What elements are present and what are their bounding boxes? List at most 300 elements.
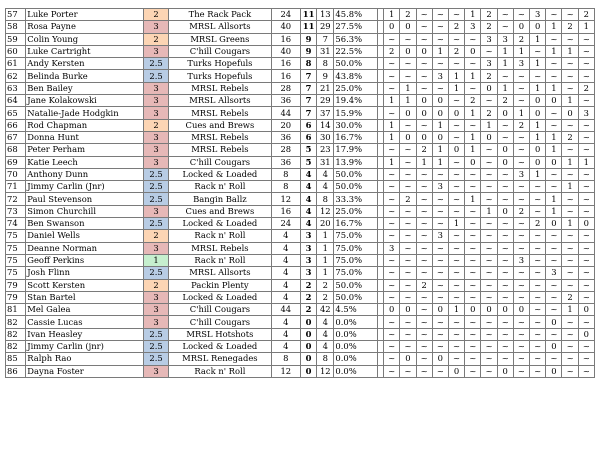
round-result-cell: ~ <box>497 131 513 143</box>
losses-cell: 1 <box>317 242 334 254</box>
round-result-cell: ~ <box>448 242 464 254</box>
round-result-cell: 0 <box>513 304 529 316</box>
round-result-cell: 0 <box>546 341 562 353</box>
round-result-cell: ~ <box>562 254 578 266</box>
division-cell: 3 <box>143 95 168 107</box>
round-result-cell: ~ <box>578 267 594 279</box>
round-result-cell: ~ <box>448 9 464 21</box>
round-result-cell: ~ <box>432 9 448 21</box>
wins-cell: 8 <box>300 58 316 70</box>
round-result-cell: 0 <box>497 107 513 119</box>
losses-cell: 42 <box>317 304 334 316</box>
player-name-cell: Mel Galea <box>26 304 144 316</box>
round-result-cell: ~ <box>432 341 448 353</box>
team-cell: C'hill Cougars <box>169 304 271 316</box>
wins-cell: 4 <box>300 205 316 217</box>
played-cell: 44 <box>271 107 300 119</box>
wins-cell: 4 <box>300 168 316 180</box>
win-percent-cell: 0.0% <box>334 316 378 328</box>
rank-cell: 85 <box>6 353 26 365</box>
round-result-cell: 1 <box>465 193 481 205</box>
round-result-cell: 2 <box>481 70 497 82</box>
round-result-cell: ~ <box>384 267 400 279</box>
division-cell: 3 <box>143 107 168 119</box>
rank-cell: 75 <box>6 242 26 254</box>
round-result-cell: ~ <box>578 95 594 107</box>
round-result-cell: 1 <box>562 304 578 316</box>
round-result-cell: ~ <box>513 341 529 353</box>
player-name-cell: Peter Perham <box>26 144 144 156</box>
round-result-cell: 2 <box>562 21 578 33</box>
round-result-cell: ~ <box>448 316 464 328</box>
player-name-cell: Paul Stevenson <box>26 193 144 205</box>
table-row <box>6 21 595 33</box>
team-cell: Turks Hopefuls <box>169 70 271 82</box>
round-result-cell: ~ <box>384 316 400 328</box>
rank-cell: 79 <box>6 291 26 303</box>
round-result-cell: 0 <box>481 304 497 316</box>
losses-cell: 20 <box>317 218 334 230</box>
table-row <box>6 353 595 365</box>
round-result-cell: 0 <box>465 304 481 316</box>
win-percent-cell: 33.3% <box>334 193 378 205</box>
round-result-cell: ~ <box>513 70 529 82</box>
round-result-cell: ~ <box>497 328 513 340</box>
round-result-cell: 1 <box>481 119 497 131</box>
win-percent-cell: 15.9% <box>334 107 378 119</box>
win-percent-cell: 43.8% <box>334 70 378 82</box>
round-result-cell: ~ <box>513 316 529 328</box>
round-result-cell: ~ <box>513 365 529 377</box>
round-result-cell: ~ <box>578 144 594 156</box>
team-cell: Cues and Brews <box>169 205 271 217</box>
round-result-cell: ~ <box>448 254 464 266</box>
round-result-cell: ~ <box>481 156 497 168</box>
round-result-cell: ~ <box>578 181 594 193</box>
team-cell: Locked & Loaded <box>169 218 271 230</box>
round-result-cell: ~ <box>530 279 546 291</box>
round-result-cell: 1 <box>432 156 448 168</box>
round-result-cell: 3 <box>497 33 513 45</box>
round-result-cell: ~ <box>400 33 416 45</box>
round-result-cell: ~ <box>400 144 416 156</box>
round-result-cell: ~ <box>384 279 400 291</box>
round-result-cell: ~ <box>384 168 400 180</box>
table-row <box>6 254 595 266</box>
division-cell: 3 <box>143 21 168 33</box>
round-result-cell: 0 <box>546 95 562 107</box>
round-result-cell: ~ <box>562 168 578 180</box>
wins-cell: 7 <box>300 95 316 107</box>
round-result-cell: ~ <box>578 242 594 254</box>
player-name-cell: Ben Swanson <box>26 218 144 230</box>
round-result-cell: ~ <box>384 365 400 377</box>
round-result-cell: ~ <box>513 242 529 254</box>
round-result-cell: ~ <box>578 45 594 57</box>
round-result-cell: 1 <box>448 304 464 316</box>
table-row <box>6 131 595 143</box>
round-result-cell: ~ <box>530 205 546 217</box>
round-result-cell: ~ <box>432 205 448 217</box>
round-result-cell: ~ <box>384 181 400 193</box>
round-result-cell: 0 <box>497 205 513 217</box>
round-result-cell: ~ <box>400 70 416 82</box>
team-cell: MRSL Allsorts <box>169 21 271 33</box>
player-name-cell: Ben Bailey <box>26 82 144 94</box>
rank-cell: 67 <box>6 131 26 143</box>
player-name-cell: Geoff Perkins <box>26 254 144 266</box>
round-result-cell: ~ <box>448 33 464 45</box>
win-percent-cell: 50.0% <box>334 291 378 303</box>
round-result-cell: ~ <box>546 291 562 303</box>
table-row <box>6 168 595 180</box>
round-result-cell: 0 <box>546 156 562 168</box>
win-percent-cell: 50.0% <box>334 181 378 193</box>
round-result-cell: ~ <box>448 181 464 193</box>
round-result-cell: ~ <box>546 353 562 365</box>
round-result-cell: ~ <box>497 242 513 254</box>
round-result-cell: 0 <box>400 45 416 57</box>
round-result-cell: 1 <box>546 82 562 94</box>
round-result-cell: ~ <box>465 119 481 131</box>
round-result-cell: ~ <box>416 328 432 340</box>
player-name-cell: Jane Kolakowski <box>26 95 144 107</box>
played-cell: 36 <box>271 156 300 168</box>
round-result-cell: ~ <box>481 193 497 205</box>
round-result-cell: ~ <box>562 365 578 377</box>
wins-cell: 5 <box>300 156 316 168</box>
round-result-cell: ~ <box>465 316 481 328</box>
round-result-cell: 1 <box>546 193 562 205</box>
played-cell: 16 <box>271 58 300 70</box>
team-cell: MRSL Allsorts <box>169 267 271 279</box>
round-result-cell: 2 <box>400 193 416 205</box>
losses-cell: 23 <box>317 144 334 156</box>
round-result-cell: ~ <box>416 230 432 242</box>
round-result-cell: ~ <box>416 254 432 266</box>
table-row <box>6 193 595 205</box>
wins-cell: 2 <box>300 304 316 316</box>
round-result-cell: ~ <box>432 316 448 328</box>
round-result-cell: 2 <box>465 95 481 107</box>
round-result-cell: ~ <box>481 181 497 193</box>
round-result-cell: ~ <box>481 218 497 230</box>
player-name-cell: Simon Churchill <box>26 205 144 217</box>
round-result-cell: ~ <box>465 279 481 291</box>
win-percent-cell: 50.0% <box>334 168 378 180</box>
team-cell: Rack n' Roll <box>169 181 271 193</box>
round-result-cell: ~ <box>497 193 513 205</box>
round-result-cell: ~ <box>448 230 464 242</box>
round-result-cell: ~ <box>562 279 578 291</box>
round-result-cell: ~ <box>513 267 529 279</box>
division-cell: 3 <box>143 291 168 303</box>
round-result-cell: ~ <box>432 365 448 377</box>
round-result-cell: 0 <box>546 218 562 230</box>
played-cell: 28 <box>271 144 300 156</box>
wins-cell: 6 <box>300 131 316 143</box>
round-result-cell: ~ <box>530 267 546 279</box>
round-result-cell: ~ <box>578 353 594 365</box>
losses-cell: 21 <box>317 82 334 94</box>
round-result-cell: 0 <box>448 144 464 156</box>
round-result-cell: ~ <box>465 33 481 45</box>
round-result-cell: ~ <box>562 82 578 94</box>
round-result-cell: ~ <box>400 230 416 242</box>
round-result-cell: 1 <box>432 45 448 57</box>
round-result-cell: ~ <box>465 205 481 217</box>
table-row <box>6 328 595 340</box>
round-result-cell: 2 <box>448 21 464 33</box>
round-result-cell: 0 <box>432 353 448 365</box>
win-percent-cell: 45.8% <box>334 9 378 21</box>
round-result-cell: 0 <box>497 144 513 156</box>
round-result-cell: 3 <box>432 230 448 242</box>
player-name-cell: Luke Porter <box>26 9 144 21</box>
played-cell: 24 <box>271 9 300 21</box>
round-result-cell: ~ <box>448 291 464 303</box>
round-result-cell: ~ <box>546 328 562 340</box>
table-row <box>6 365 595 377</box>
win-percent-cell: 19.4% <box>334 95 378 107</box>
division-cell: 3 <box>143 144 168 156</box>
round-result-cell: 1 <box>562 218 578 230</box>
round-result-cell: ~ <box>416 181 432 193</box>
team-cell: Bangin Ballz <box>169 193 271 205</box>
round-result-cell: ~ <box>513 95 529 107</box>
table-row <box>6 107 595 119</box>
table-row <box>6 304 595 316</box>
round-result-cell: ~ <box>530 230 546 242</box>
team-cell: MRSL Rebels <box>169 242 271 254</box>
round-result-cell: 3 <box>513 254 529 266</box>
round-result-cell: 2 <box>578 82 594 94</box>
table-row <box>6 144 595 156</box>
round-result-cell: 1 <box>465 107 481 119</box>
player-name-cell: Donna Hunt <box>26 131 144 143</box>
round-result-cell: ~ <box>513 328 529 340</box>
round-result-cell: 1 <box>400 95 416 107</box>
rank-cell: 70 <box>6 168 26 180</box>
round-result-cell: ~ <box>448 95 464 107</box>
round-result-cell: 1 <box>448 82 464 94</box>
rank-cell: 69 <box>6 156 26 168</box>
round-result-cell: 1 <box>578 21 594 33</box>
round-result-cell: 1 <box>562 181 578 193</box>
played-cell: 4 <box>271 341 300 353</box>
round-result-cell: ~ <box>546 33 562 45</box>
round-result-cell: 1 <box>465 144 481 156</box>
round-result-cell: ~ <box>578 119 594 131</box>
round-result-cell: ~ <box>465 168 481 180</box>
player-name-cell: Jimmy Carlin (Jnr) <box>26 181 144 193</box>
round-result-cell: ~ <box>481 267 497 279</box>
division-cell: 2.5 <box>143 193 168 205</box>
round-result-cell: ~ <box>448 267 464 279</box>
losses-cell: 31 <box>317 156 334 168</box>
round-result-cell: ~ <box>448 328 464 340</box>
round-result-cell: ~ <box>448 156 464 168</box>
rank-cell: 64 <box>6 95 26 107</box>
wins-cell: 0 <box>300 328 316 340</box>
win-percent-cell: 17.9% <box>334 144 378 156</box>
win-percent-cell: 75.0% <box>334 254 378 266</box>
round-result-cell: ~ <box>530 328 546 340</box>
table-row <box>6 242 595 254</box>
round-result-cell: ~ <box>562 119 578 131</box>
table-row <box>6 119 595 131</box>
round-result-cell: ~ <box>497 168 513 180</box>
player-name-cell: Stan Bartel <box>26 291 144 303</box>
round-result-cell: ~ <box>578 205 594 217</box>
wins-cell: 9 <box>300 33 316 45</box>
round-result-cell: ~ <box>432 218 448 230</box>
round-result-cell: 1 <box>546 205 562 217</box>
rank-cell: 59 <box>6 33 26 45</box>
round-result-cell: ~ <box>578 279 594 291</box>
round-result-cell: ~ <box>530 304 546 316</box>
wins-cell: 4 <box>300 181 316 193</box>
table-row <box>6 341 595 353</box>
losses-cell: 4 <box>317 316 334 328</box>
round-result-cell: 1 <box>416 156 432 168</box>
round-result-cell: ~ <box>384 218 400 230</box>
division-cell: 3 <box>143 45 168 57</box>
round-result-cell: ~ <box>546 58 562 70</box>
round-result-cell: ~ <box>400 168 416 180</box>
round-result-cell: 2 <box>448 45 464 57</box>
round-result-cell: 2 <box>513 119 529 131</box>
table-row <box>6 230 595 242</box>
round-result-cell: 1 <box>465 70 481 82</box>
played-cell: 12 <box>271 365 300 377</box>
round-result-cell: ~ <box>416 58 432 70</box>
win-percent-cell: 0.0% <box>334 328 378 340</box>
round-result-cell: 0 <box>530 156 546 168</box>
win-percent-cell: 50.0% <box>334 58 378 70</box>
rank-cell: 86 <box>6 365 26 377</box>
rank-cell: 71 <box>6 181 26 193</box>
division-cell: 1 <box>143 254 168 266</box>
round-result-cell: 1 <box>465 131 481 143</box>
round-result-cell: 0 <box>546 316 562 328</box>
round-result-cell: 2 <box>513 33 529 45</box>
round-result-cell: ~ <box>530 365 546 377</box>
division-cell: 2.5 <box>143 341 168 353</box>
table-row <box>6 156 595 168</box>
round-result-cell: ~ <box>578 291 594 303</box>
round-result-cell: ~ <box>416 82 432 94</box>
round-result-cell: ~ <box>513 9 529 21</box>
round-result-cell: ~ <box>578 365 594 377</box>
round-result-cell: 1 <box>448 70 464 82</box>
played-cell: 4 <box>271 267 300 279</box>
round-result-cell: 0 <box>384 21 400 33</box>
played-cell: 4 <box>271 230 300 242</box>
wins-cell: 4 <box>300 193 316 205</box>
round-result-cell: ~ <box>546 242 562 254</box>
round-result-cell: 0 <box>497 156 513 168</box>
round-result-cell: ~ <box>497 230 513 242</box>
round-result-cell: ~ <box>481 291 497 303</box>
player-name-cell: Ivan Heasley <box>26 328 144 340</box>
team-cell: Rack n' Roll <box>169 365 271 377</box>
table-row <box>6 279 595 291</box>
round-result-cell: ~ <box>465 353 481 365</box>
win-percent-cell: 4.5% <box>334 304 378 316</box>
round-result-cell: ~ <box>384 82 400 94</box>
round-result-cell: 0 <box>530 21 546 33</box>
round-result-cell: ~ <box>448 119 464 131</box>
losses-cell: 8 <box>317 353 334 365</box>
player-name-cell: Jimmy Carlin (jnr) <box>26 341 144 353</box>
win-percent-cell: 25.0% <box>334 82 378 94</box>
round-result-cell: 3 <box>432 70 448 82</box>
losses-cell: 1 <box>317 230 334 242</box>
division-cell: 2.5 <box>143 353 168 365</box>
rank-cell: 57 <box>6 9 26 21</box>
round-result-cell: 0 <box>578 304 594 316</box>
round-result-cell: ~ <box>432 328 448 340</box>
losses-cell: 2 <box>317 291 334 303</box>
round-result-cell: ~ <box>384 193 400 205</box>
round-result-cell: ~ <box>562 33 578 45</box>
round-result-cell: ~ <box>416 365 432 377</box>
round-result-cell: ~ <box>562 70 578 82</box>
win-percent-cell: 0.0% <box>334 365 378 377</box>
round-result-cell: ~ <box>400 205 416 217</box>
round-result-cell: ~ <box>400 119 416 131</box>
round-result-cell: ~ <box>497 181 513 193</box>
round-result-cell: ~ <box>465 181 481 193</box>
round-result-cell: ~ <box>513 291 529 303</box>
played-cell: 4 <box>271 242 300 254</box>
round-result-cell: ~ <box>432 254 448 266</box>
played-cell: 16 <box>271 33 300 45</box>
round-result-cell: ~ <box>578 254 594 266</box>
losses-cell: 13 <box>317 9 334 21</box>
played-cell: 4 <box>271 291 300 303</box>
team-cell: MRSL Rebels <box>169 82 271 94</box>
round-result-cell: ~ <box>497 341 513 353</box>
losses-cell: 4 <box>317 341 334 353</box>
round-result-cell: 0 <box>416 131 432 143</box>
rank-cell: 75 <box>6 254 26 266</box>
round-result-cell: ~ <box>513 193 529 205</box>
round-result-cell: ~ <box>432 291 448 303</box>
losses-cell: 37 <box>317 107 334 119</box>
round-result-cell: ~ <box>513 181 529 193</box>
round-result-cell: 1 <box>530 168 546 180</box>
losses-cell: 7 <box>317 33 334 45</box>
round-result-cell: 1 <box>384 156 400 168</box>
round-result-cell: 0 <box>465 156 481 168</box>
round-result-cell: 0 <box>432 107 448 119</box>
round-result-cell: ~ <box>384 341 400 353</box>
team-cell: C'hill Cougars <box>169 316 271 328</box>
round-result-cell: 1 <box>546 144 562 156</box>
played-cell: 8 <box>271 181 300 193</box>
division-cell: 2.5 <box>143 218 168 230</box>
rank-cell: 61 <box>6 58 26 70</box>
team-cell: C'hill Cougars <box>169 156 271 168</box>
round-result-cell: ~ <box>530 242 546 254</box>
round-result-cell: ~ <box>400 291 416 303</box>
round-result-cell: ~ <box>465 328 481 340</box>
table-row <box>6 45 595 57</box>
round-result-cell: 1 <box>384 131 400 143</box>
wins-cell: 0 <box>300 316 316 328</box>
